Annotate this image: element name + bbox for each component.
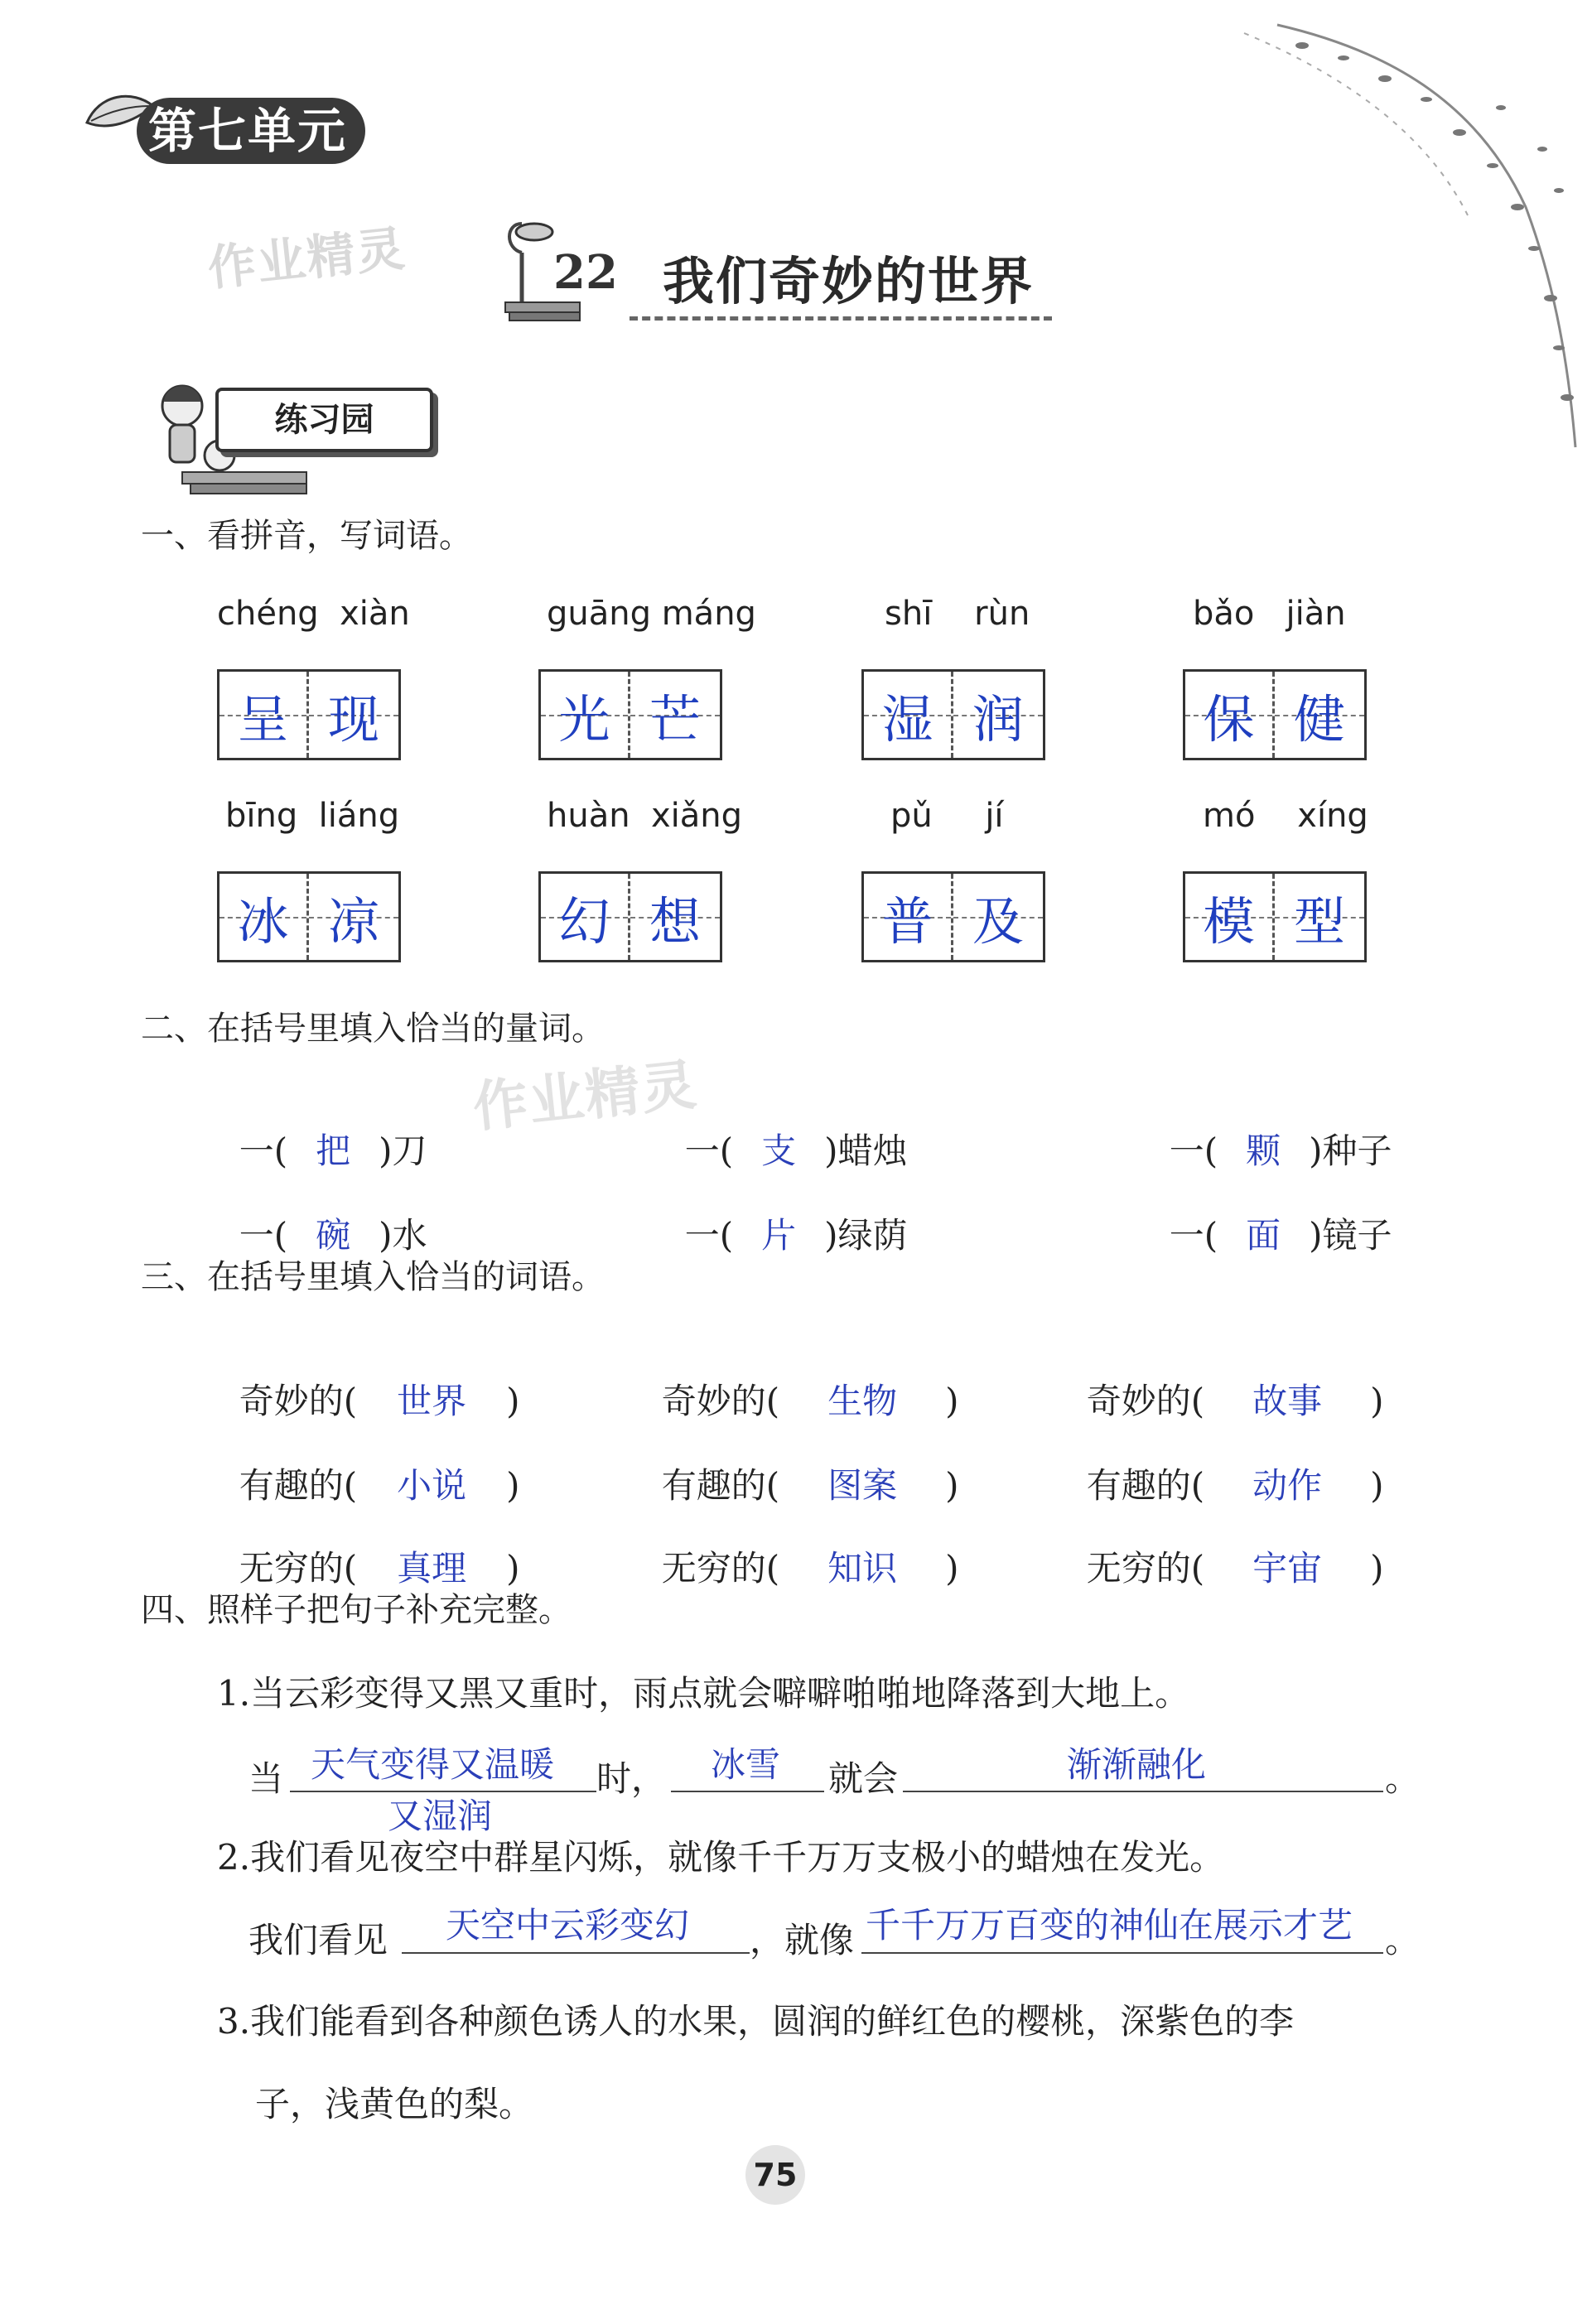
lesson-title: 我们奇妙的世界: [663, 251, 1035, 311]
measure-word-item: 一( 支 )蜡烛: [663, 1083, 907, 1174]
pinyin: bǎo jiàn: [1193, 595, 1346, 633]
answer-char: 及: [972, 890, 1024, 952]
example-sentence-2: 2.我们看见夜空中群星闪烁，就像千千万万支极小的蜡烛在发光。: [217, 1837, 1225, 1878]
fill-word: 。: [1385, 1920, 1421, 1960]
unit-label: 第七单元: [137, 98, 365, 164]
word-fill-item: 无穷的( 真理 ): [217, 1501, 519, 1591]
word-fill-item: 无穷的( 宇宙 ): [1064, 1501, 1383, 1591]
answer-char: 湿: [881, 688, 933, 750]
page-number: 75: [745, 2145, 805, 2205]
fill-word: 我们看见: [248, 1920, 388, 1960]
pinyin: huàn xiǎng: [547, 797, 743, 835]
watermark: 作业精灵: [205, 219, 409, 297]
fill-word: 时，: [596, 1758, 667, 1799]
answer: 宇宙: [1252, 1548, 1323, 1589]
handwritten-answer: 冰雪: [711, 1744, 781, 1785]
tian-grid-box: [538, 871, 722, 962]
fill-word: 当: [248, 1758, 284, 1799]
answer-char: 呈: [237, 688, 289, 750]
tian-grid-box: [1183, 871, 1367, 962]
measure-word-item: 一( 片 )绿荫: [663, 1168, 907, 1258]
answer-char: 健: [1293, 688, 1345, 750]
answer-char: 保: [1203, 688, 1255, 750]
handwritten-answer: 天空中云彩变幻: [446, 1905, 690, 1946]
tian-grid-box: [861, 871, 1045, 962]
answer-char: 润: [972, 688, 1024, 750]
answer: 小说: [397, 1465, 467, 1506]
handwritten-answer: 又湿润: [388, 1796, 493, 1836]
section1-heading: 一、看拼音，写词语。: [141, 517, 472, 555]
tian-grid-box: [1183, 669, 1367, 760]
handwritten-answer: 渐渐融化: [1067, 1744, 1207, 1785]
pinyin: mó xíng: [1203, 797, 1368, 835]
tian-grid-box: [861, 669, 1045, 760]
pinyin: shī rùn: [885, 595, 1030, 633]
answer-char: 想: [649, 890, 701, 952]
handwritten-answer: 千千万万百变的神仙在展示才艺: [866, 1905, 1353, 1946]
pinyin: pǔ jí: [890, 797, 1004, 835]
answer-char: 模: [1203, 890, 1255, 952]
answer: 片: [761, 1215, 797, 1256]
section2-heading: 二、在括号里填入恰当的量词。: [141, 1010, 605, 1048]
tian-grid-box: [217, 871, 401, 962]
pinyin: bīng liáng: [225, 797, 400, 835]
answer: 动作: [1252, 1465, 1323, 1506]
answer-char: 凉: [327, 890, 379, 952]
pinyin: guāng máng: [547, 595, 756, 633]
section4-heading: 四、照样子把句子补充完整。: [141, 1591, 572, 1629]
word-fill-item: 有趣的( 小说 ): [217, 1418, 519, 1508]
word-fill-item: 无穷的( 知识 ): [639, 1501, 958, 1591]
measure-word-item: 一( 颗 )种子: [1147, 1083, 1392, 1174]
answer: 支: [761, 1131, 797, 1171]
handwritten-answer: 天气变得又温暖: [311, 1744, 555, 1785]
example-sentence-3: 3.我们能看到各种颜色诱人的水果，圆润的鲜红色的樱桃，深紫色的李: [217, 2001, 1295, 2042]
word-fill-item: 有趣的( 动作 ): [1064, 1418, 1383, 1508]
answer: 生物: [827, 1381, 898, 1421]
word-fill-item: 奇妙的( 世界 ): [217, 1333, 519, 1424]
fill-word: ，就像: [750, 1920, 855, 1960]
example-sentence-3-cont: 子，浅黄色的梨。: [255, 2084, 534, 2124]
answer: 真理: [397, 1548, 467, 1589]
word-fill-item: 有趣的( 图案 ): [639, 1418, 958, 1508]
answer: 故事: [1252, 1381, 1323, 1421]
watermark: 作业精灵: [470, 1052, 701, 1140]
answer: 世界: [397, 1381, 467, 1421]
example-sentence-1: 1.当云彩变得又黑又重时，雨点就会噼噼啪啪地降落到大地上。: [217, 1673, 1190, 1714]
measure-word-item: 一( 把 )刀: [217, 1083, 427, 1174]
answer-char: 芒: [649, 688, 701, 750]
practice-label: 练习园: [215, 388, 433, 452]
answer: 面: [1246, 1215, 1281, 1256]
corner-leaf-decoration: [1178, 0, 1592, 464]
answer-char: 幻: [558, 890, 610, 952]
pinyin: chéng xiàn: [217, 595, 410, 633]
fill-word: 。: [1385, 1758, 1421, 1799]
answer-char: 普: [881, 890, 933, 952]
fill-word: 就会: [828, 1758, 899, 1799]
answer-char: 光: [558, 688, 610, 750]
word-fill-item: 奇妙的( 生物 ): [639, 1333, 958, 1424]
answer: 颗: [1246, 1131, 1281, 1171]
answer-char: 型: [1293, 890, 1345, 952]
tian-grid-box: [217, 669, 401, 760]
word-fill-item: 奇妙的( 故事 ): [1064, 1333, 1383, 1424]
answer-char: 现: [327, 688, 379, 750]
measure-word-item: 一( 碗 )水: [217, 1168, 427, 1258]
answer: 图案: [827, 1465, 898, 1506]
answer: 把: [316, 1131, 351, 1171]
answer-char: 冰: [237, 890, 289, 952]
tian-grid-box: [538, 669, 722, 760]
lesson-number: 22: [553, 245, 618, 300]
measure-word-item: 一( 面 )镜子: [1147, 1168, 1392, 1258]
answer: 知识: [827, 1548, 898, 1589]
title-underline: [630, 316, 1052, 321]
answer: 碗: [316, 1215, 351, 1256]
section3-heading: 三、在括号里填入恰当的词语。: [141, 1258, 605, 1296]
